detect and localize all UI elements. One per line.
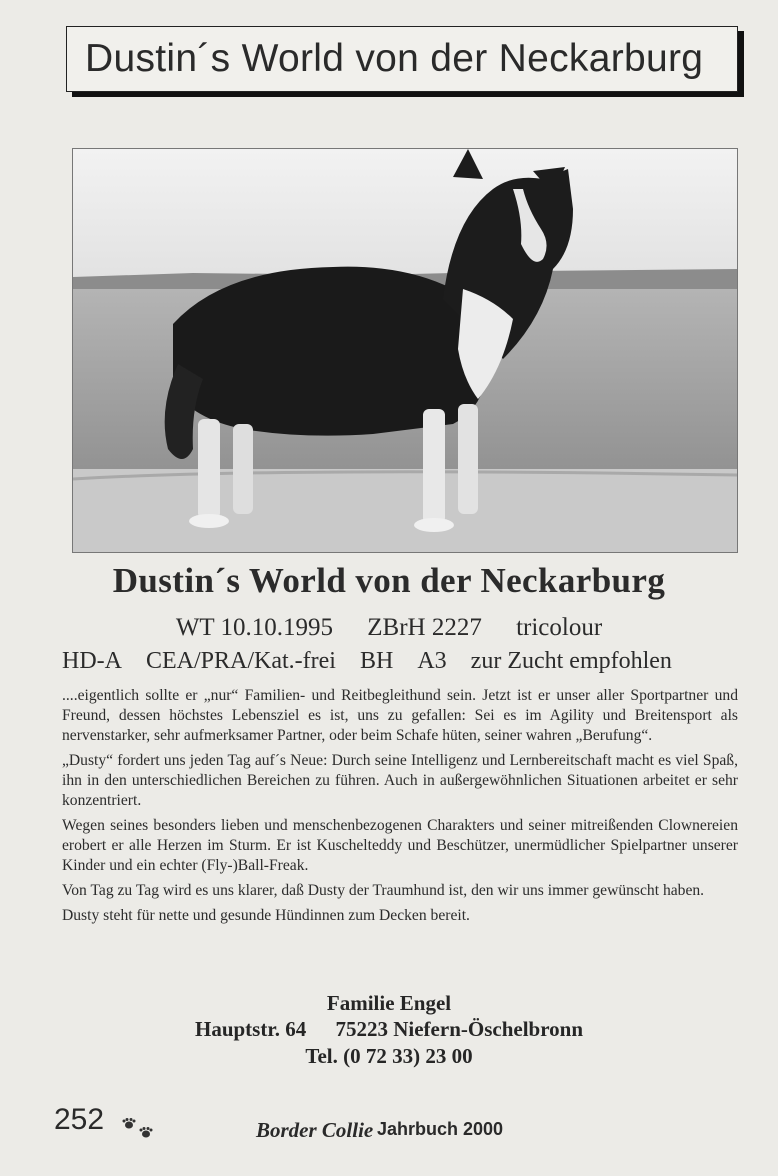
coat-color: tricolour [516,614,603,641]
header-title: Dustin´s World von der Neckarburg [85,37,704,80]
breeding-recommendation: zur Zucht empfohlen [470,648,672,674]
dog-photo [72,148,738,553]
contact-address [0,1017,778,1042]
details-line-1 [0,614,778,642]
description-text [62,686,738,931]
footer-publication: Jahrbuch 2000 [377,1119,504,1139]
paragraph: Dusty steht für nette und gesunde Hündinnen zum Decken bereit. [62,907,470,924]
a3-title: A3 [417,648,447,674]
contact-phone: Tel. (0 72 33) 23 00 [305,1044,473,1068]
contact-city: 75223 Niefern-Öschelbronn [335,1017,584,1041]
paragraph: „Dusty“ fordert uns jeden Tag auf´s Neue: Durch seine Intelligenz und Lernbereitschaft macht es viel Spaß, ihn in den unterschiedlichen Bereichen zu führen. Auch in außergewöhnlichen Situationen arbeitet er sehr konzentriert. [62,752,738,809]
hip-score: HD-A [62,648,122,674]
header-box [66,26,738,92]
footer-brand: Border Collie [256,1118,374,1142]
dog-photo-illustration [73,149,737,552]
dog-name-heading: Dustin´s World von der Neckarburg [112,561,666,600]
studbook-number: ZBrH 2227 [367,614,482,641]
birth-date: WT 10.10.1995 [175,614,333,641]
contact-name: Familie Engel [326,991,452,1015]
paragraph: Wegen seines besonders lieben und menschenbezogenen Charakters und seiner mitreißenden Clownereien erobert er alle Herzen im Sturm. Er ist Kuschelteddy und Beschützer, unermüdlicher Spielpartner unserer Kinder und ein echter (Fly-)Ball-Freak. [62,817,738,874]
page-number: 252 [54,1103,105,1136]
contact-street: Hauptstr. 64 [194,1017,307,1041]
details-line-2 [52,648,752,675]
bh-title: BH [359,648,394,674]
eye-tests: CEA/PRA/Kat.-frei [146,648,336,674]
paw-prints-icon [122,1118,156,1140]
paragraph: ....eigentlich sollte er „nur“ Familien- und Reitbegleithund sein. Jetzt ist er unser aller Sportpartner und Freund, dessen höchstes Lebensziel es ist, uns zu gefallen: Sei es im Agility und Breitensport als nervenstarker, sehr aufmerksamer Partner, oder beim Schafe hüten, seiner wahren „Berufung“. [62,687,738,744]
paragraph: Von Tag zu Tag wird es uns klarer, daß Dusty der Traumhund ist, den wir uns immer gewünscht haben. [62,882,705,899]
